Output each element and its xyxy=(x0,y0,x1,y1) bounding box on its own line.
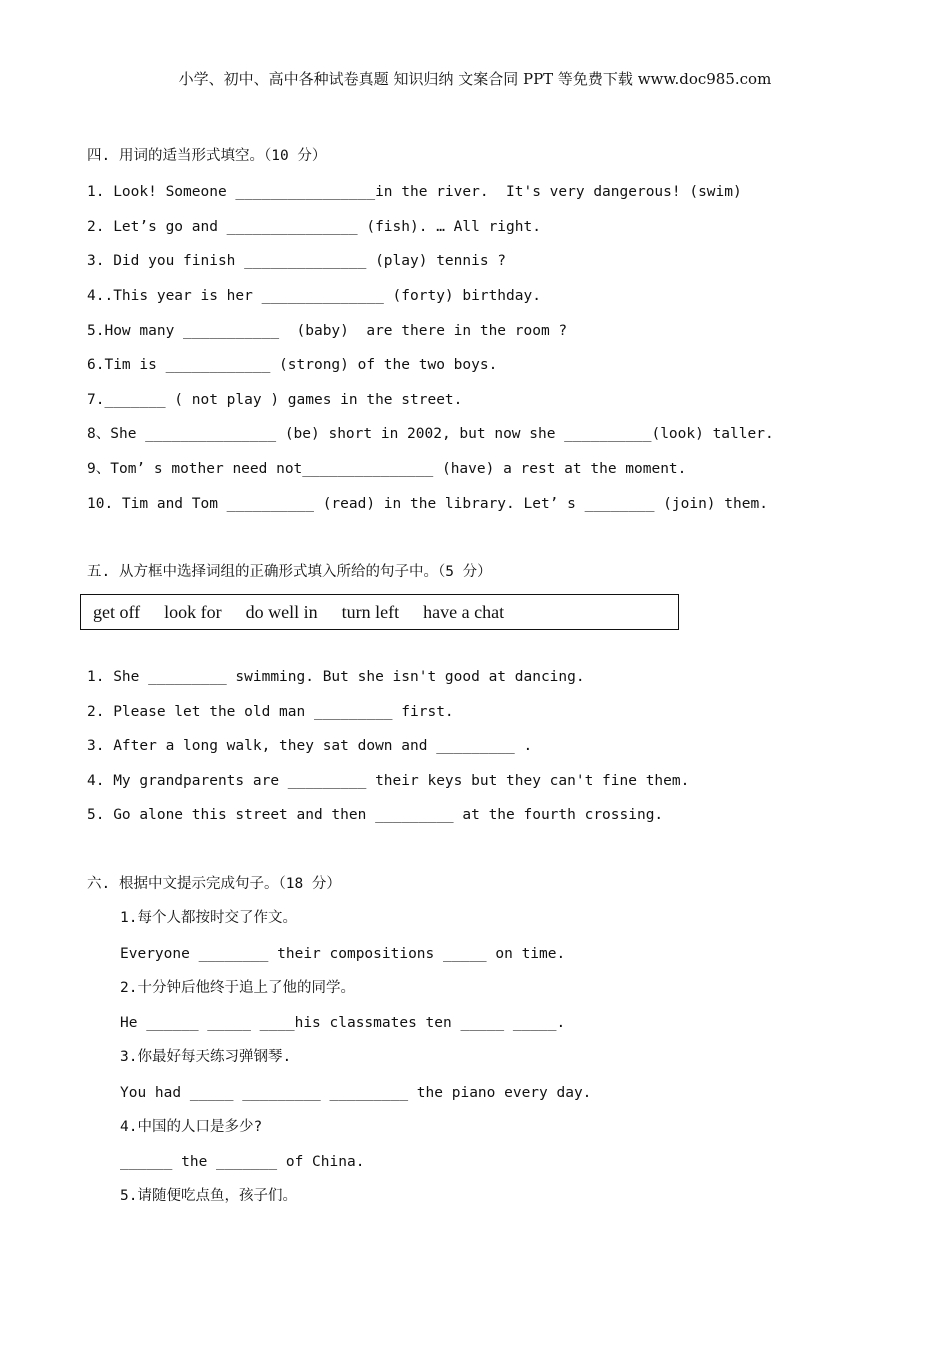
section-4-item: 8、She _______________ (be) short in 2002, but now she __________(look) taller. xyxy=(87,426,774,442)
section-6-title: 六. 根据中文提示完成句子。（18 分） xyxy=(87,876,341,892)
phrase-item: turn left xyxy=(341,601,400,622)
section-6-answer: He ______ _____ ____his classmates ten _____ _____. xyxy=(120,1015,566,1031)
section-4-item: 6.Tim is ____________ (strong) of the two boys. xyxy=(87,357,498,373)
section-5-item: 1. She _________ swimming. But she isn't good at dancing. xyxy=(87,669,585,685)
phrase-item: look for xyxy=(164,601,222,622)
section-4-item: 2. Let’s go and _______________ (fish). … All right. xyxy=(87,219,541,235)
section-6-prompt: 2.十分钟后他终于追上了他的同学。 xyxy=(120,980,355,996)
section-5-item: 4. My grandparents are _________ their keys but they can't fine them. xyxy=(87,773,690,789)
section-4-item: 4..This year is her ______________ (forty) birthday. xyxy=(87,288,541,304)
phrase-box xyxy=(80,594,679,630)
section-5-item: 2. Please let the old man _________ first. xyxy=(87,704,454,720)
phrase-item: get off xyxy=(93,601,141,622)
section-6-answer: ______ the _______ of China. xyxy=(120,1154,365,1170)
section-5-item: 3. After a long walk, they sat down and _________ . xyxy=(87,738,533,754)
section-4-item: 5.How many ___________ (baby) are there in the room ? xyxy=(87,323,568,339)
section-4-item: 7._______ ( not play ) games in the street. xyxy=(87,392,463,408)
section-6-prompt: 5.请随便吃点鱼，孩子们。 xyxy=(120,1188,297,1204)
section-4-item: 9、Tom’ s mother need not_______________ (have) a rest at the moment. xyxy=(87,461,687,477)
section-4-item: 1. Look! Someone ________________in the river. It's very dangerous! (swim) xyxy=(87,184,742,200)
section-4-item: 10. Tim and Tom __________ (read) in the library. Let’ s ________ (join) them. xyxy=(87,496,768,512)
section-6-prompt: 1.每个人都按时交了作文。 xyxy=(120,910,297,926)
phrase-item: do well in xyxy=(245,601,318,622)
section-5-item: 5. Go alone this street and then _________ at the fourth crossing. xyxy=(87,807,664,823)
section-4-item: 3. Did you finish ______________ (play) tennis ? xyxy=(87,253,507,269)
section-6-prompt: 4.中国的人口是多少? xyxy=(120,1119,263,1135)
section-5-title: 五. 从方框中选择词组的正确形式填入所给的句子中。（5 分） xyxy=(87,564,492,580)
page-header: 小学、初中、高中各种试卷真题 知识归纳 文案合同 PPT 等免费下载 www.doc985.com xyxy=(178,70,772,88)
section-6-answer: You had _____ _________ _________ the piano every day. xyxy=(120,1085,592,1101)
section-4-title: 四. 用词的适当形式填空。（10 分） xyxy=(87,148,327,164)
section-6-prompt: 3.你最好每天练习弹钢琴. xyxy=(120,1049,292,1065)
section-6-answer: Everyone ________ their compositions _____ on time. xyxy=(120,946,566,962)
phrase-item: have a chat xyxy=(423,601,505,622)
